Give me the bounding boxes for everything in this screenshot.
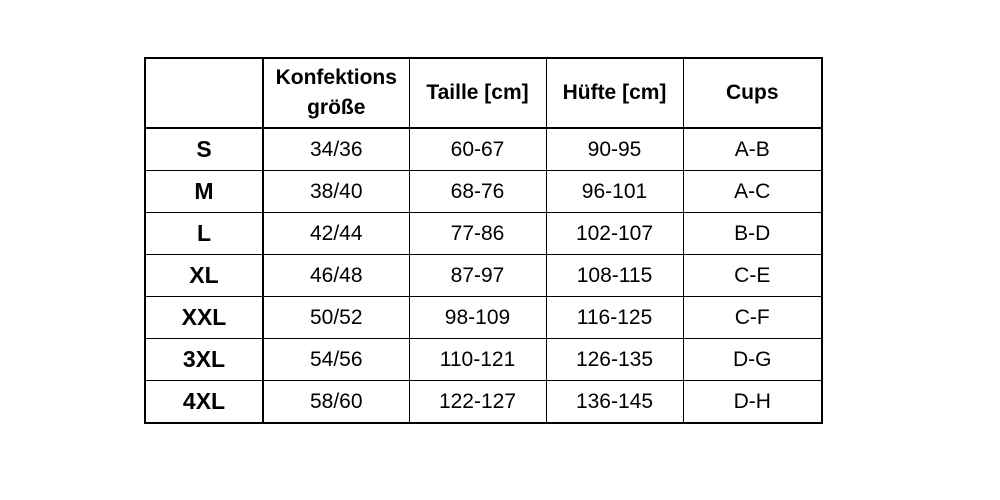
table-row xyxy=(145,339,822,381)
table-row xyxy=(145,381,822,424)
header-konfektionsgroesse-line2: größe xyxy=(307,96,366,119)
size-cell: M xyxy=(145,171,263,213)
header-huefte: Hüfte [cm] xyxy=(546,58,683,128)
table-row xyxy=(145,128,822,171)
cups-cell: A-C xyxy=(683,171,822,213)
size-cell: 4XL xyxy=(145,381,263,424)
huefte-cell: 108-115 xyxy=(546,255,683,297)
table-row xyxy=(145,297,822,339)
header-size xyxy=(145,58,263,128)
konfektion-cell: 50/52 xyxy=(263,297,409,339)
taille-cell: 122-127 xyxy=(409,381,546,424)
table-row xyxy=(145,255,822,297)
konfektion-cell: 34/36 xyxy=(263,128,409,171)
konfektion-cell: 58/60 xyxy=(263,381,409,424)
huefte-cell: 90-95 xyxy=(546,128,683,171)
huefte-cell: 136-145 xyxy=(546,381,683,424)
size-cell: S xyxy=(145,128,263,171)
table-row xyxy=(145,213,822,255)
header-konfektionsgroesse xyxy=(263,58,409,128)
taille-cell: 77-86 xyxy=(409,213,546,255)
header-cups: Cups xyxy=(683,58,822,128)
taille-cell: 68-76 xyxy=(409,171,546,213)
konfektion-cell: 38/40 xyxy=(263,171,409,213)
table-row xyxy=(145,171,822,213)
taille-cell: 98-109 xyxy=(409,297,546,339)
cups-cell: D-H xyxy=(683,381,822,424)
konfektion-cell: 54/56 xyxy=(263,339,409,381)
konfektion-cell: 42/44 xyxy=(263,213,409,255)
huefte-cell: 102-107 xyxy=(546,213,683,255)
huefte-cell: 96-101 xyxy=(546,171,683,213)
size-cell: 3XL xyxy=(145,339,263,381)
header-konfektionsgroesse-line1: Konfektions xyxy=(275,66,397,89)
taille-cell: 60-67 xyxy=(409,128,546,171)
cups-cell: D-G xyxy=(683,339,822,381)
cups-cell: C-F xyxy=(683,297,822,339)
cups-cell: B-D xyxy=(683,213,822,255)
huefte-cell: 116-125 xyxy=(546,297,683,339)
taille-cell: 87-97 xyxy=(409,255,546,297)
huefte-cell: 126-135 xyxy=(546,339,683,381)
header-taille: Taille [cm] xyxy=(409,58,546,128)
size-cell: XXL xyxy=(145,297,263,339)
cups-cell: C-E xyxy=(683,255,822,297)
taille-cell: 110-121 xyxy=(409,339,546,381)
cups-cell: A-B xyxy=(683,128,822,171)
size-chart-header xyxy=(145,58,822,128)
size-cell: XL xyxy=(145,255,263,297)
size-chart-table xyxy=(144,57,823,424)
konfektion-cell: 46/48 xyxy=(263,255,409,297)
header-row xyxy=(145,58,822,128)
size-cell: L xyxy=(145,213,263,255)
size-chart-body xyxy=(145,128,822,423)
